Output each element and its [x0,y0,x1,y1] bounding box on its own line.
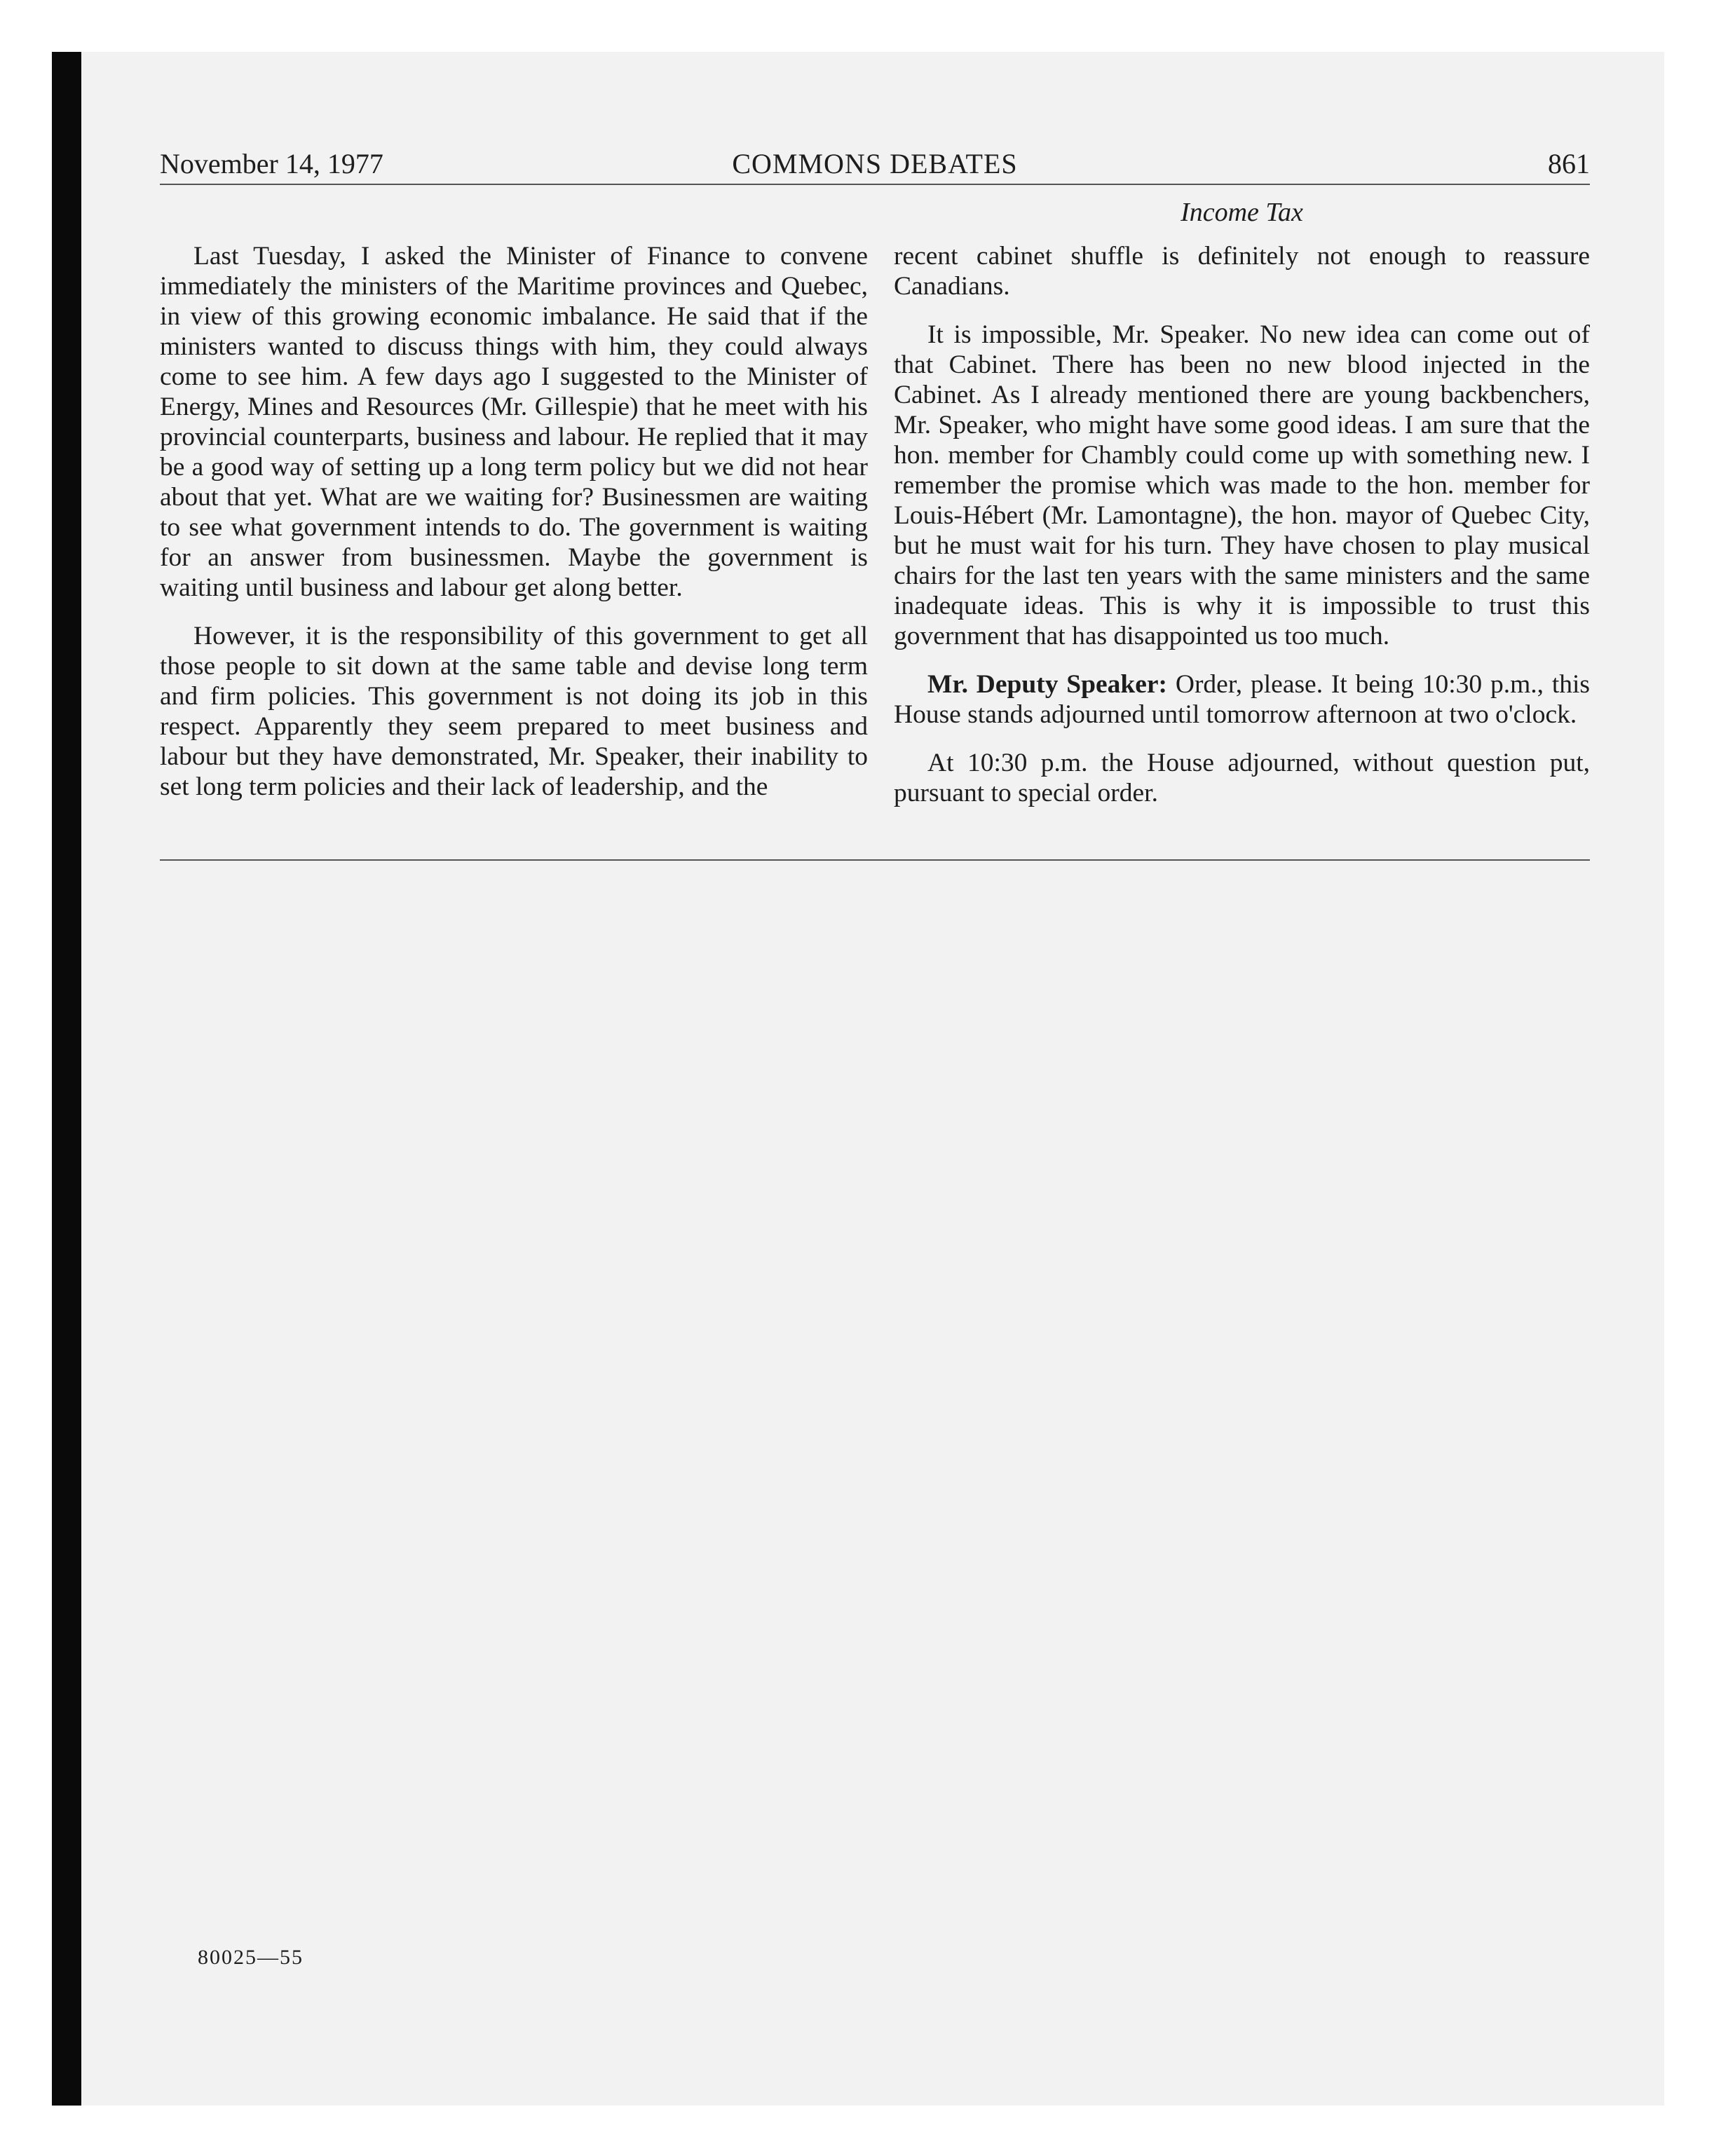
right-paragraph-2: It is impossible, Mr. Speaker. No new idea can come out of that Cabinet. There has been no new blood injected in the Cabinet. As I already mentioned there are young backbenchers, Mr. Speaker, who might have some good ideas. I am sure that the hon. member for Chambly could come up with something new. I remember the promise which was made to the hon. member for Louis-Hébert (Mr. Lamontagne), the hon. mayor of Quebec City, but he must wait for his turn. They have chosen to play musical chairs for the last ten years with the same ministers and the same inadequate ideas. This is why it is impossible to trust this government that has disappointed us too much. [894,320,1590,650]
scan-border-edge [52,52,81,2106]
right-paragraph-1: recent cabinet shuffle is definitely not enough to reassure Canadians. [894,242,1590,301]
header-date: November 14, 1977 [160,148,383,179]
right-column [894,241,1590,826]
end-of-text-rule [160,859,1590,861]
section-title: Income Tax [1181,198,1303,227]
left-paragraph-1: Last Tuesday, I asked the Minister of Finance to convene immediately the ministers of the Maritime provinces and Quebec, in view of this growing economic imbalance. He said that if the ministers wanted to discuss things with him, they could always come to see him. A few days ago I suggested to the Minister of Energy, Mines and Resources (Mr. Gillespie) that he meet with his provincial counterparts, business and labour. He replied that it may be a good way of setting up a long term policy but we did not hear about that yet. What are we waiting for? Businessmen are waiting to see what government intends to do. The government is waiting for an answer from businessmen. Maybe the government is waiting until business and labour get along better. [160,242,868,602]
header-publication-title: COMMONS DEBATES [732,148,1018,179]
speaker-statement: Order, please. It being 10:30 p.m., this House stands adjourned until tomorrow afternoon at two o'clock. [894,670,1591,729]
right-paragraph-4: At 10:30 p.m. the House adjourned, without question put, pursuant to special order. [894,749,1590,807]
footer-print-code: 80025—55 [198,1946,304,1969]
left-paragraph-2: However, it is the responsibility of this government to get all those people to sit down at the same table and devise long term and firm policies. This government is not doing its job in this respect. Apparently they seem prepared to meet business and labour but they have demonstrated, Mr. Speaker, their inability to set long term policies and their lack of leadership, and the [160,622,868,801]
page-header [160,144,1590,185]
speaker-name: Mr. Deputy Speaker: [927,670,1168,699]
left-column [160,241,868,820]
right-paragraph-3 [894,669,1590,730]
header-page-number: 861 [1548,148,1590,179]
